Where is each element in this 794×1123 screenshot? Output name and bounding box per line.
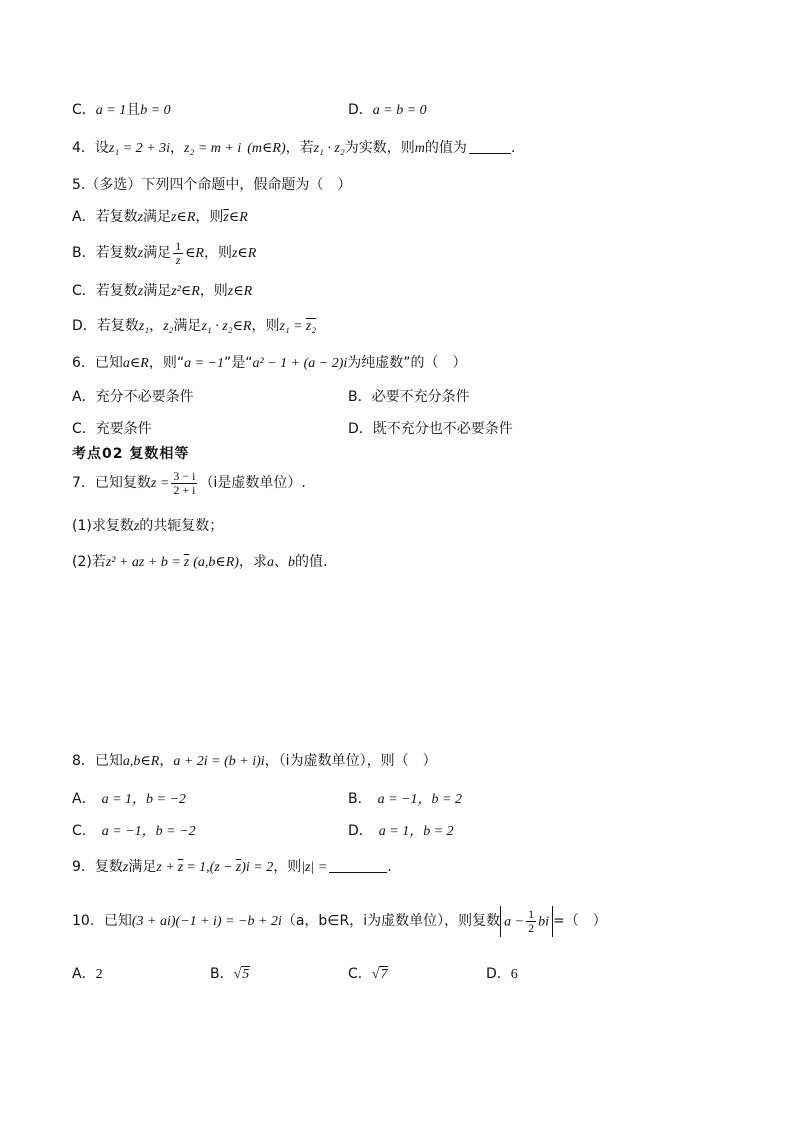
question-7-stem: 7．已知复数z = $\frac{3 - i}{2 + i}$ （i是虚数单位）. — [72, 468, 306, 497]
sqrt-symbol: √7 — [371, 967, 388, 982]
q10-option-a: A．2 — [72, 966, 103, 982]
q3-option-c: C．a = 1且b = 0 — [72, 102, 171, 118]
q10-option-d: D．6 — [486, 966, 518, 982]
question-4: 4．设z₁ = 2 + 3i，z₂ = m + i (m∈R)，若z₁ · z₂为实数，则m的值为 . — [72, 140, 516, 156]
q6-option-d: D．既不充分也不必要条件 — [348, 421, 513, 437]
q10-option-b: B．√5 — [210, 966, 250, 982]
fraction: $\frac{1}{z}$ — [175, 238, 182, 267]
question-5-stem: 5.（多选）下列四个命题中，假命题为（ ） — [72, 177, 352, 193]
q7-part-1: (1)求复数z的共轭复数； — [72, 518, 224, 534]
q6-option-c: C．充要条件 — [72, 421, 152, 437]
question-10-stem: 10．已知(3 + ai)(−1 + i) = −b + 2i（a，b∈R，i为虚数单位），则复数 a − $\frac{1}{2}$ bi =（ ） — [72, 906, 607, 935]
q8-option-b: B． a = −1，b = 2 — [348, 791, 462, 807]
fraction: $\frac{1}{2}$ — [528, 906, 535, 935]
q5-option-a: A．若复数z满足z∈R，则$\overline{z}\in R$ — [72, 209, 248, 225]
fraction: $\frac{3 - i}{2 + i}$ — [173, 468, 196, 497]
sqrt-symbol: √5 — [233, 967, 250, 982]
q5-option-c: C．若复数z满足z²∈R，则z∈R — [72, 283, 253, 299]
question-8-stem: 8．已知a,b∈R，a + 2i = (b + i)i，（i为虚数单位），则（ ） — [72, 753, 437, 769]
q5-option-b: B．若复数z满足 $\frac{1}{z}$ ∈R，则z∈R — [72, 238, 257, 267]
q8-option-a: A． a = 1，b = −2 — [72, 791, 186, 807]
q6-option-b: B．必要不充分条件 — [348, 389, 470, 405]
question-6-stem: 6．已知a∈R，则“a = −1”是“a² − 1 + (a − 2)i为纯虚数”的（ ） — [72, 355, 467, 371]
q10-option-c: C．√7 — [348, 966, 388, 982]
q8-option-d: D． a = 1，b = 2 — [348, 823, 454, 839]
q7-part-2: (2)若z² + az + $b = \overline{z}$ (a,b∈R)，求a、b的值. — [72, 554, 328, 570]
answer-blank[interactable] — [469, 139, 511, 154]
q6-option-a: A．充分不必要条件 — [72, 389, 194, 405]
section-heading: 考点02 复数相等 — [72, 446, 190, 462]
answer-blank[interactable] — [329, 858, 387, 873]
absolute-value: a − $\frac{1}{2}$ bi — [500, 906, 553, 937]
q5-option-d: D．若复数z₁，z₂满足z₁ · z₂∈R，则z₁ = z₂ — [72, 318, 317, 334]
q3-option-d: D．a = b = 0 — [348, 102, 427, 118]
q8-option-c: C． a = −1，b = −2 — [72, 823, 196, 839]
question-9: 9．复数z满足$z + \overline{z} = 1,(z - \overline{z})i = 2$，则|z| = . — [72, 859, 392, 875]
